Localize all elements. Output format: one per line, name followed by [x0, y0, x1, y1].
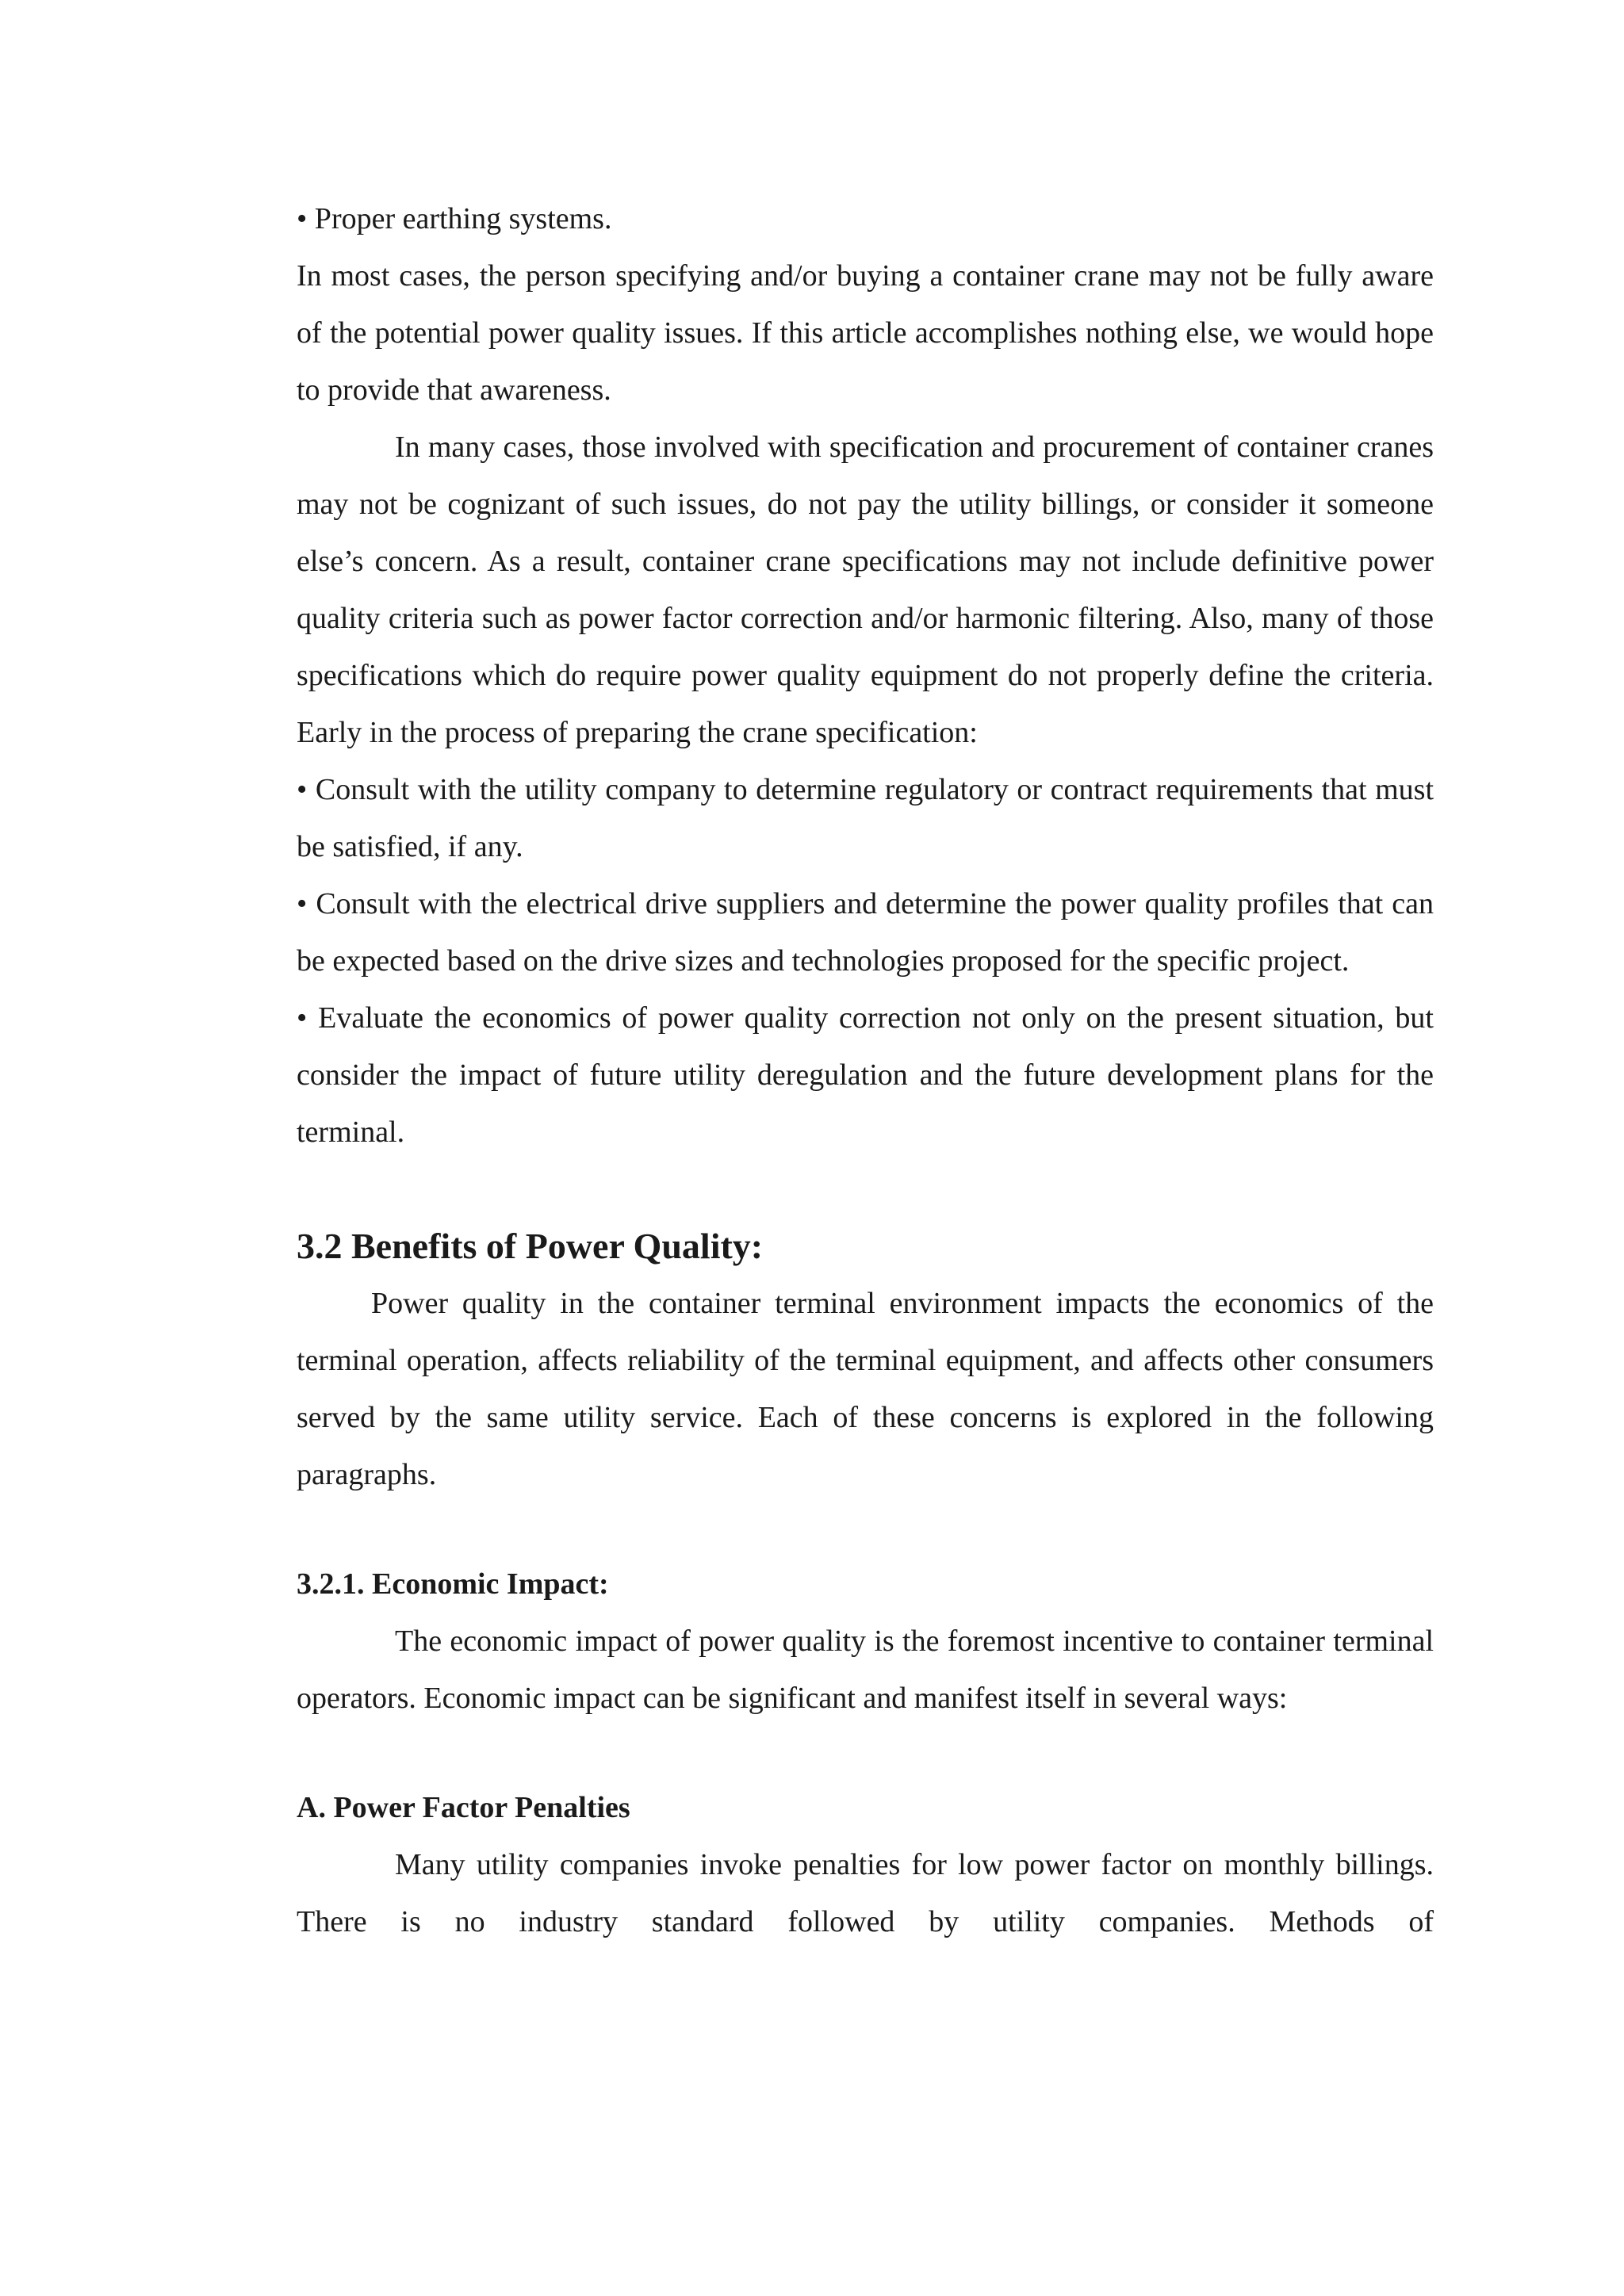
section-heading-benefits: 3.2 Benefits of Power Quality: — [297, 1226, 764, 1266]
paragraph-economic-impact: The economic impact of power quality is the foremost incentive to container terminal operators. Economic impact can be significant and manifest itself in several ways: — [297, 1624, 1434, 1715]
paragraph-benefits: Power quality in the container terminal environment impacts the economics of the terminal operation, affects reliability of the terminal equipment, and affects other consumers served by the same utility service. Each of these concerns is explored in the following paragraphs. — [297, 1287, 1434, 1491]
subsection-heading-economic-impact: 3.2.1. Economic Impact: — [297, 1567, 609, 1601]
document-page — [297, 190, 1434, 1950]
bullet-proper-earthing: • Proper earthing systems. — [297, 202, 612, 235]
subsection-heading-power-factor-penalties: A. Power Factor Penalties — [297, 1791, 630, 1824]
paragraph-most-cases: In most cases, the person specifying and/or buying a container crane may not be fully aware of the potential power quality issues. If this article accomplishes nothing else, we would hope to provide that awareness. — [297, 259, 1434, 407]
bullet-consult-utility: • Consult with the utility company to determine regulatory or contract requirements that must be satisfied, if any. — [297, 773, 1434, 863]
bullet-consult-drive-suppliers: • Consult with the electrical drive suppliers and determine the power quality profiles that can be expected based on the drive sizes and technologies proposed for the specific project. — [297, 887, 1434, 978]
paragraph-many-cases: In many cases, those involved with specification and procurement of container cranes may not be cognizant of such issues, do not pay the utility billings, or consider it someone else’s concern. As a result, container crane specifications may not include definitive power quality criteria such as power factor correction and/or harmonic filtering. Also, many of those specifications which do require power quality equipment do not properly define the criteria. Early in the process of preparing the crane specification: — [297, 430, 1434, 749]
bullet-evaluate-economics: • Evaluate the economics of power quality correction not only on the present situation, but consider the impact of future utility deregulation and the future development plans for the terminal. — [297, 1001, 1434, 1149]
paragraph-power-factor-penalties: Many utility companies invoke penalties for low power factor on monthly billings. There is no industry standard followed by utility companies. Methods of — [297, 1848, 1434, 1938]
